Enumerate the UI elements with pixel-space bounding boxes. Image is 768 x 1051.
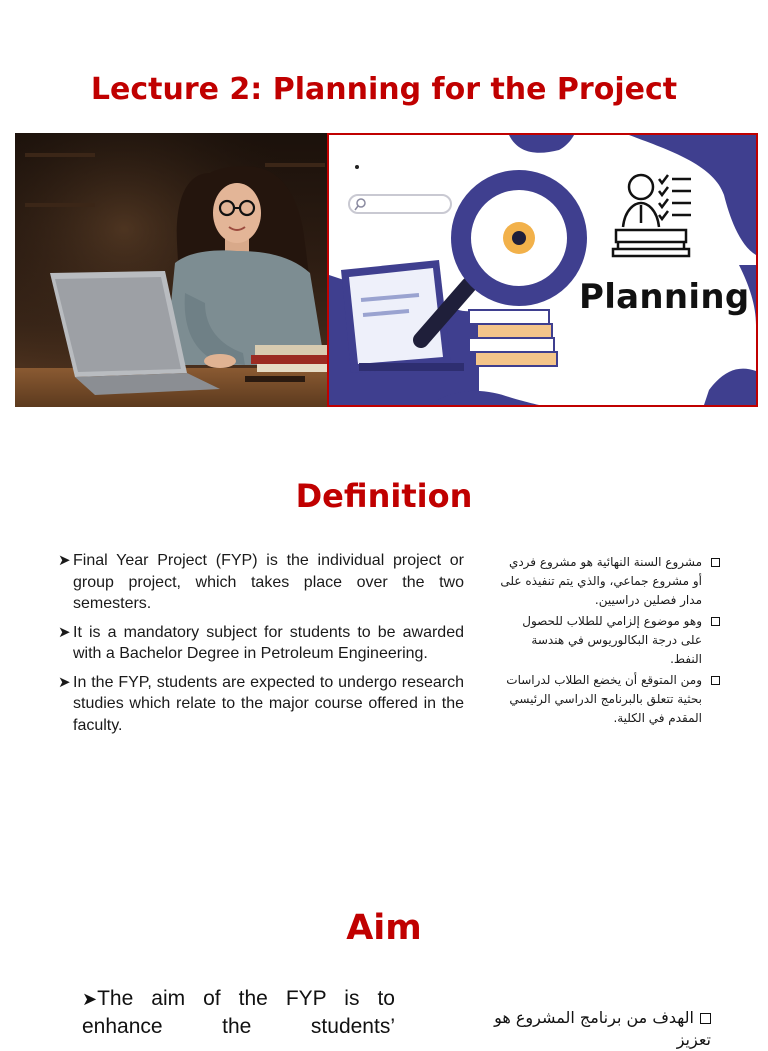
bullet-text: ومن المتوقع أن يخضع الطلاب لدراسات بحثية تتعلق بالبرنامج الدراسي الرئيسي المقدم في الكلية. xyxy=(506,673,702,725)
list-item xyxy=(500,612,722,669)
bullet-text: In the FYP, students are expected to undergo research studies which relate to the major course offered in the faculty. xyxy=(73,673,464,734)
planning-illustration xyxy=(327,133,758,407)
person-checklist-icon xyxy=(613,175,691,256)
arrow-bullet-icon: ➤ xyxy=(58,623,71,641)
bullet-text: It is a mandatory subject for students to be awarded with a Bachelor Degree in Petroleum Engineering. xyxy=(73,623,464,662)
arrow-bullet-icon: ➤ xyxy=(58,673,71,691)
definition-english-list xyxy=(58,550,464,743)
aim-arabic-body: الهدف من برنامج المشروع هو تعزيز xyxy=(494,1008,711,1049)
checkbox-bullet-icon xyxy=(711,558,720,567)
definition-heading: Definition xyxy=(295,477,473,515)
definition-arabic-list xyxy=(500,553,722,730)
checkbox-bullet-icon xyxy=(711,676,720,685)
list-item xyxy=(500,671,722,728)
list-item xyxy=(58,550,464,615)
aim-heading: Aim xyxy=(346,908,422,948)
student-laptop-photo xyxy=(15,133,327,407)
bullet-text: وهو موضوع إلزامي للطلاب للحصول على درجة البكالوريوس في هندسة النفط. xyxy=(522,614,702,666)
checkbox-bullet-icon xyxy=(711,617,720,626)
arrow-bullet-icon: ➤ xyxy=(82,989,98,1009)
aim-english-text xyxy=(82,985,395,1041)
list-item xyxy=(500,553,722,610)
arrow-bullet-icon: ➤ xyxy=(58,552,71,569)
aim-arabic-text xyxy=(455,1007,711,1051)
slide-title: Lecture 2: Planning for the Project xyxy=(90,72,678,107)
bullet-text: مشروع السنة النهائية هو مشروع فردي أو مشروع جماعي، والذي يتم تنفيذه على مدار فصلين دراسيين. xyxy=(500,555,702,607)
aim-english-body: The aim of the FYP is to enhance the students’ xyxy=(82,987,395,1038)
list-item xyxy=(58,622,464,665)
planning-label: Planning xyxy=(579,277,750,317)
bullet-text: Final Year Project (FYP) is the individual project or group project, which takes place over the two semesters. xyxy=(73,552,464,612)
list-item xyxy=(58,672,464,737)
checkbox-bullet-icon xyxy=(700,1013,711,1024)
